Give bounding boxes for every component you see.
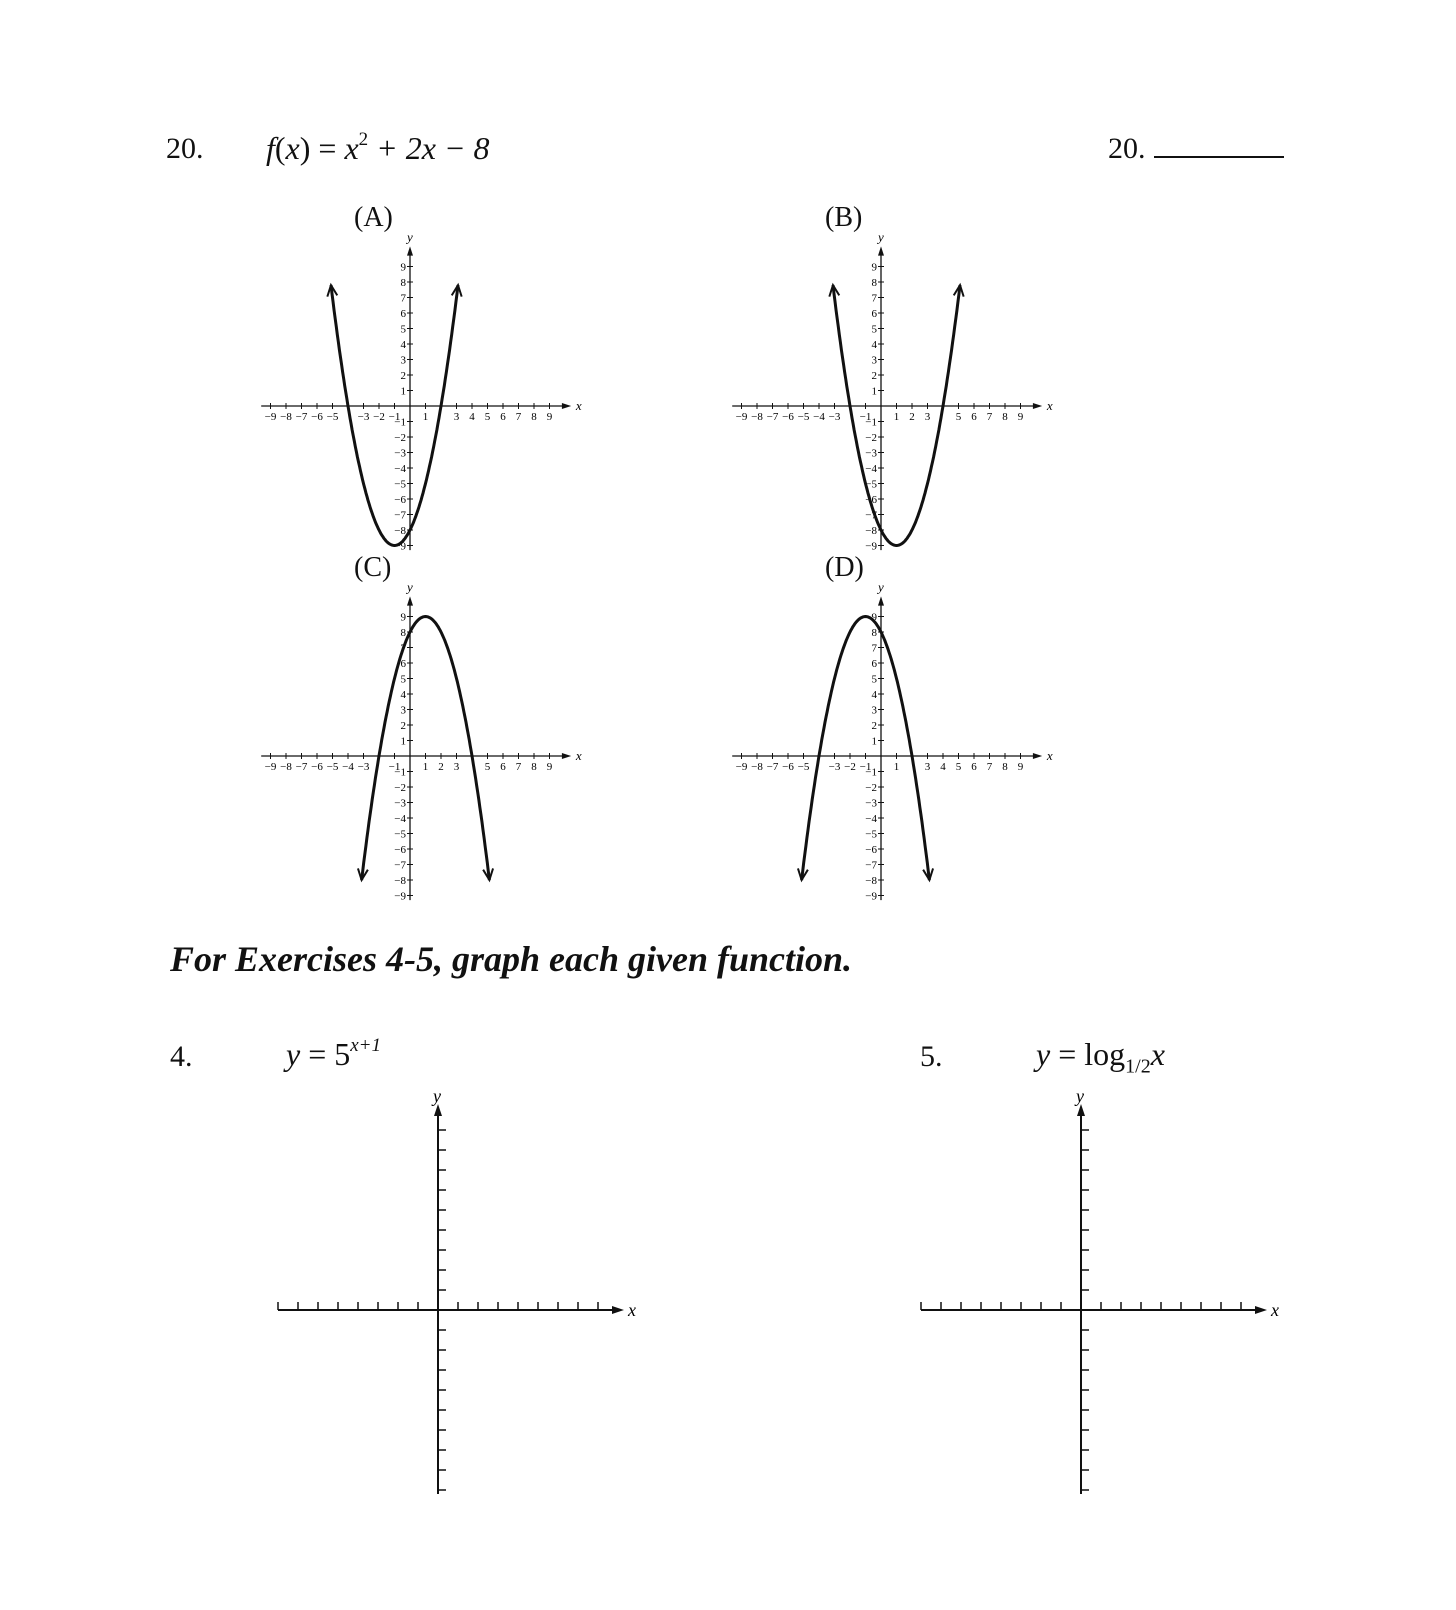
ex4-exponent: x+1 bbox=[350, 1035, 382, 1057]
x-tick-label: −8 bbox=[751, 761, 763, 773]
x-tick-label: 8 bbox=[531, 761, 537, 773]
y-tick-label: −5 bbox=[865, 478, 877, 491]
y-tick-label: −6 bbox=[394, 844, 406, 856]
x-tick-label: −1 bbox=[388, 411, 401, 423]
y-tick-label: 1 bbox=[871, 735, 877, 748]
x-tick-label: 6 bbox=[971, 761, 977, 773]
y-tick-label: 8 bbox=[871, 627, 877, 639]
x-tick-label: −7 bbox=[295, 761, 308, 773]
y-tick-label: 9 bbox=[400, 261, 406, 274]
y-tick-label: −4 bbox=[865, 463, 877, 475]
exercise-5-blank-axes[interactable] bbox=[913, 1086, 1283, 1500]
y-tick-label: 6 bbox=[871, 658, 877, 670]
y-tick-label: −9 bbox=[394, 540, 406, 553]
y-tick-label: −1 bbox=[865, 416, 877, 429]
y-tick-label: 6 bbox=[871, 308, 877, 320]
eq-equals: = bbox=[310, 130, 345, 166]
y-tick-label: 1 bbox=[871, 385, 877, 398]
x-axis-arrow bbox=[1033, 403, 1042, 409]
y-tick-label: 1 bbox=[400, 735, 406, 748]
x-tick-label: 9 bbox=[546, 411, 553, 423]
x-tick-label: 8 bbox=[1002, 411, 1008, 423]
x-tick-label: 2 bbox=[438, 761, 444, 773]
y-tick-label: −1 bbox=[394, 766, 406, 779]
y-axis-label: y bbox=[433, 1086, 441, 1106]
y-tick-label: −3 bbox=[865, 447, 877, 460]
exercise-4-number: 4. bbox=[170, 1040, 193, 1073]
y-tick-label: 7 bbox=[871, 292, 877, 305]
y-tick-label: −8 bbox=[865, 525, 877, 537]
x-tick-label: −2 bbox=[373, 411, 385, 423]
x-tick-label: 8 bbox=[1002, 761, 1008, 773]
answer-label: 20. bbox=[1108, 132, 1146, 165]
x-tick-label: −4 bbox=[813, 411, 825, 423]
y-tick-label: 6 bbox=[400, 658, 406, 670]
y-tick-label: 3 bbox=[871, 354, 877, 367]
problem-20-number: 20. bbox=[166, 132, 204, 165]
y-tick-label: 2 bbox=[400, 720, 406, 732]
y-axis-label: y bbox=[407, 579, 413, 595]
y-tick-label: −7 bbox=[865, 859, 877, 872]
x-axis-arrow bbox=[562, 753, 571, 759]
x-tick-label: −5 bbox=[326, 761, 339, 773]
x-tick-label: 5 bbox=[955, 411, 962, 423]
x-axis-label: x bbox=[1046, 748, 1053, 763]
x-tick-label: −7 bbox=[295, 411, 308, 423]
x-tick-label: 6 bbox=[500, 411, 506, 423]
y-tick-label: −8 bbox=[865, 875, 877, 887]
option-d-label: (D) bbox=[825, 552, 864, 583]
option-c-label: (C) bbox=[354, 552, 392, 583]
ex4-y: y bbox=[286, 1036, 301, 1072]
ex4-eq: = 5 bbox=[300, 1036, 351, 1072]
option-b-label: (B) bbox=[825, 202, 863, 233]
x-tick-label: 9 bbox=[546, 761, 553, 773]
y-tick-label: −7 bbox=[394, 509, 406, 522]
y-tick-label: −8 bbox=[394, 525, 406, 537]
option-b-graph bbox=[729, 229, 1059, 553]
x-axis-label: x bbox=[628, 1300, 636, 1320]
x-tick-label: 1 bbox=[893, 761, 900, 773]
x-tick-label: 1 bbox=[422, 761, 429, 773]
x-tick-label: −9 bbox=[735, 411, 748, 423]
eq-x2: x bbox=[344, 130, 359, 166]
y-tick-label: −6 bbox=[394, 494, 406, 506]
x-axis-arrow bbox=[562, 403, 571, 409]
y-tick-label: 5 bbox=[400, 323, 406, 336]
x-tick-label: 1 bbox=[893, 411, 900, 423]
x-tick-label: −8 bbox=[280, 411, 292, 423]
x-tick-label: 5 bbox=[484, 761, 491, 773]
exercise-4-equation bbox=[286, 1036, 381, 1073]
x-tick-label: 9 bbox=[1017, 411, 1024, 423]
y-tick-label: 4 bbox=[871, 339, 877, 351]
y-tick-label: 2 bbox=[400, 370, 406, 382]
x-tick-label: −6 bbox=[782, 411, 794, 423]
y-tick-label: −7 bbox=[394, 859, 406, 872]
x-tick-label: −8 bbox=[751, 411, 763, 423]
y-axis-arrow bbox=[878, 246, 884, 255]
x-tick-label: 3 bbox=[453, 411, 460, 423]
x-tick-label: −3 bbox=[357, 761, 370, 773]
x-tick-label: 5 bbox=[484, 411, 491, 423]
y-tick-label: −5 bbox=[394, 828, 406, 841]
y-tick-label: 7 bbox=[400, 292, 406, 305]
y-tick-label: −5 bbox=[865, 828, 877, 841]
x-tick-label: −1 bbox=[859, 761, 872, 773]
y-tick-label: −4 bbox=[394, 813, 406, 825]
ex5-x: x bbox=[1150, 1036, 1165, 1072]
y-tick-label: 5 bbox=[400, 673, 406, 686]
x-tick-label: 3 bbox=[924, 411, 931, 423]
y-tick-label: −6 bbox=[865, 844, 877, 856]
eq-lparen: ( bbox=[274, 130, 286, 166]
y-tick-label: −3 bbox=[865, 797, 877, 810]
ex5-base: 1/2 bbox=[1125, 1055, 1151, 1078]
y-tick-label: 7 bbox=[871, 642, 877, 655]
x-axis-arrow bbox=[612, 1306, 624, 1314]
x-tick-label: −5 bbox=[326, 411, 339, 423]
y-tick-label: −2 bbox=[394, 782, 406, 794]
exercise-5-equation bbox=[1036, 1036, 1165, 1078]
y-tick-label: 6 bbox=[400, 308, 406, 320]
y-axis-label: y bbox=[1076, 1086, 1084, 1106]
y-tick-label: 3 bbox=[400, 704, 406, 717]
x-tick-label: −3 bbox=[828, 761, 841, 773]
x-tick-label: −5 bbox=[797, 761, 810, 773]
x-tick-label: 4 bbox=[469, 411, 475, 423]
y-tick-label: 5 bbox=[871, 323, 877, 336]
option-a-label: (A) bbox=[354, 202, 393, 233]
option-a-graph bbox=[258, 229, 588, 553]
y-tick-label: −9 bbox=[865, 540, 877, 553]
y-tick-label: 9 bbox=[400, 611, 406, 624]
x-axis-arrow bbox=[1033, 753, 1042, 759]
x-tick-label: 3 bbox=[453, 761, 460, 773]
y-tick-label: −4 bbox=[394, 463, 406, 475]
x-tick-label: 6 bbox=[971, 411, 977, 423]
y-tick-label: −5 bbox=[394, 478, 406, 491]
x-tick-label: −2 bbox=[844, 761, 856, 773]
x-axis-arrow bbox=[1255, 1306, 1267, 1314]
instructions-heading: For Exercises 4-5, graph each given function. bbox=[170, 939, 853, 979]
y-axis-label: y bbox=[407, 229, 413, 245]
y-axis-label: y bbox=[878, 229, 884, 245]
x-tick-label: 7 bbox=[986, 411, 993, 423]
y-tick-label: −3 bbox=[394, 797, 406, 810]
y-tick-label: −4 bbox=[865, 813, 877, 825]
y-tick-label: 1 bbox=[400, 385, 406, 398]
y-tick-label: −3 bbox=[394, 447, 406, 460]
x-tick-label: −5 bbox=[797, 411, 810, 423]
y-tick-label: 9 bbox=[871, 611, 877, 624]
x-tick-label: −6 bbox=[782, 761, 794, 773]
y-tick-label: 8 bbox=[400, 627, 406, 639]
y-tick-label: 8 bbox=[400, 277, 406, 289]
x-tick-label: −9 bbox=[264, 411, 277, 423]
y-tick-label: −1 bbox=[394, 416, 406, 429]
y-tick-label: 4 bbox=[400, 339, 406, 351]
answer-blank[interactable] bbox=[1154, 155, 1284, 158]
x-tick-label: 2 bbox=[909, 411, 915, 423]
y-axis-label: y bbox=[878, 579, 884, 595]
x-axis-label: x bbox=[1271, 1300, 1279, 1320]
y-tick-label: 7 bbox=[400, 642, 406, 655]
y-tick-label: −7 bbox=[865, 509, 877, 522]
x-tick-label: 7 bbox=[515, 411, 522, 423]
y-tick-label: 4 bbox=[400, 689, 406, 701]
x-tick-label: −6 bbox=[311, 761, 323, 773]
x-tick-label: 9 bbox=[1017, 761, 1024, 773]
y-tick-label: 2 bbox=[871, 720, 877, 732]
x-tick-label: −7 bbox=[766, 411, 779, 423]
x-tick-label: 3 bbox=[924, 761, 931, 773]
answer-blank-area bbox=[1108, 132, 1284, 166]
x-tick-label: 6 bbox=[500, 761, 506, 773]
x-tick-label: −9 bbox=[735, 761, 748, 773]
x-tick-label: 4 bbox=[940, 761, 946, 773]
y-tick-label: −9 bbox=[865, 890, 877, 903]
x-tick-label: 7 bbox=[515, 761, 522, 773]
y-tick-label: −6 bbox=[865, 494, 877, 506]
y-tick-label: 9 bbox=[871, 261, 877, 274]
y-tick-label: −2 bbox=[865, 782, 877, 794]
y-axis-arrow bbox=[407, 246, 413, 255]
ex5-eq: = log bbox=[1050, 1036, 1126, 1072]
x-axis-label: x bbox=[575, 398, 582, 413]
exercise-4-blank-axes[interactable] bbox=[270, 1086, 640, 1500]
eq-x: x bbox=[285, 130, 300, 166]
eq-rparen: ) bbox=[299, 130, 311, 166]
x-axis-label: x bbox=[1046, 398, 1053, 413]
y-tick-label: −8 bbox=[394, 875, 406, 887]
x-tick-label: 5 bbox=[955, 761, 962, 773]
y-tick-label: −2 bbox=[865, 432, 877, 444]
option-d-graph bbox=[729, 579, 1059, 903]
x-tick-label: −6 bbox=[311, 411, 323, 423]
y-tick-label: 3 bbox=[400, 354, 406, 367]
y-tick-label: 5 bbox=[871, 673, 877, 686]
x-tick-label: −4 bbox=[342, 761, 354, 773]
eq-f: f bbox=[266, 130, 275, 166]
y-tick-label: −9 bbox=[394, 890, 406, 903]
exercise-5-number: 5. bbox=[920, 1040, 943, 1073]
y-tick-label: 3 bbox=[871, 704, 877, 717]
y-tick-label: 2 bbox=[871, 370, 877, 382]
y-tick-label: −1 bbox=[865, 766, 877, 779]
x-tick-label: −3 bbox=[357, 411, 370, 423]
y-tick-label: −2 bbox=[394, 432, 406, 444]
parabola-curve bbox=[362, 617, 490, 881]
x-tick-label: −7 bbox=[766, 761, 779, 773]
y-tick-label: 8 bbox=[871, 277, 877, 289]
x-tick-label: −3 bbox=[828, 411, 841, 423]
x-tick-label: 7 bbox=[986, 761, 993, 773]
problem-20-equation bbox=[266, 130, 490, 167]
ex5-y: y bbox=[1036, 1036, 1051, 1072]
x-tick-label: 1 bbox=[422, 411, 429, 423]
x-axis-label: x bbox=[575, 748, 582, 763]
y-axis-arrow bbox=[878, 596, 884, 605]
eq-rest: + 2x − 8 bbox=[368, 130, 490, 166]
eq-exponent: 2 bbox=[358, 129, 369, 151]
option-c-graph bbox=[258, 579, 588, 903]
y-tick-label: 4 bbox=[871, 689, 877, 701]
y-axis-arrow bbox=[407, 596, 413, 605]
x-tick-label: −9 bbox=[264, 761, 277, 773]
x-tick-label: −1 bbox=[388, 761, 401, 773]
x-tick-label: −8 bbox=[280, 761, 292, 773]
x-tick-label: 8 bbox=[531, 411, 537, 423]
x-tick-label: −1 bbox=[859, 411, 872, 423]
